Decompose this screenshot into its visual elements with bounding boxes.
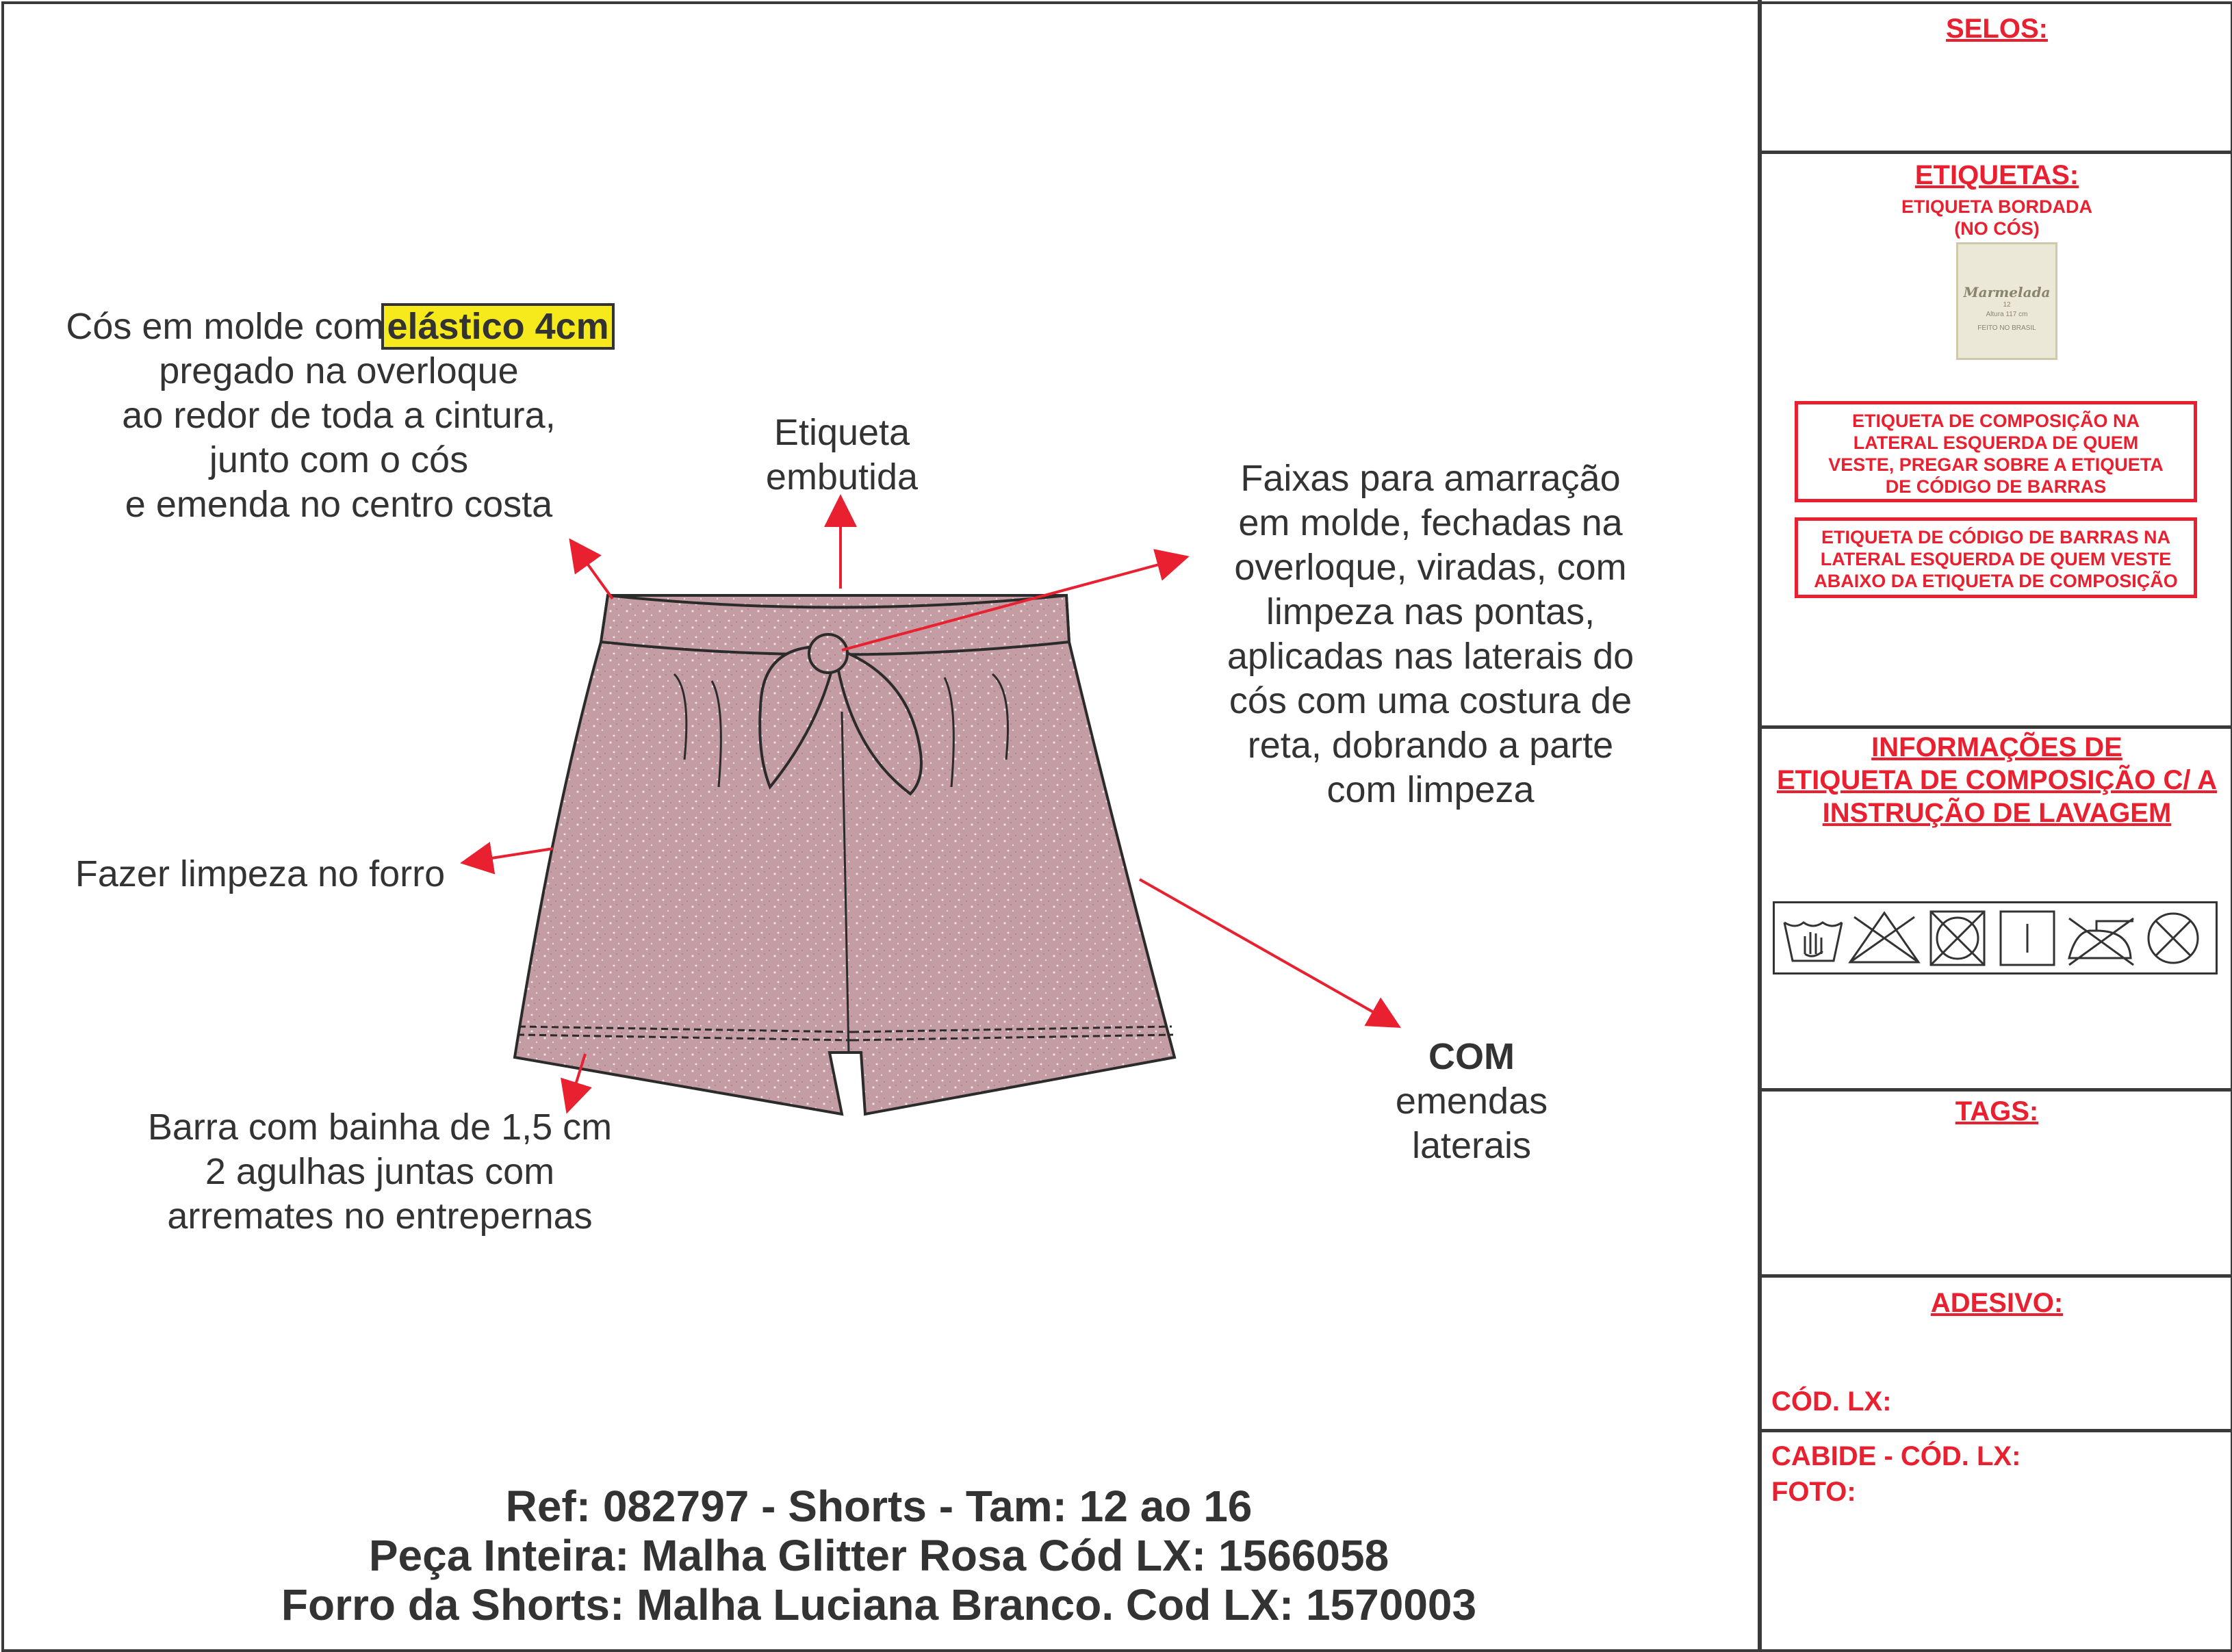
note-hem-line2: 2 agulhas juntas com <box>205 1151 555 1192</box>
panel-separator <box>1760 1088 2232 1092</box>
info-title <box>1762 731 2232 829</box>
barcode-label-box <box>1795 517 2197 598</box>
composition-label-box <box>1795 401 2197 502</box>
bottom-lining: Forro da Shorts: Malha Luciana Branco. Cod LX: 1570003 <box>281 1580 1477 1629</box>
note-ties-line: Faixas para amarração <box>1240 458 1621 499</box>
note-waistband-line1: Cós em molde com <box>66 306 385 347</box>
no-tumble-dry-icon <box>1931 912 1984 965</box>
note-seams <box>1335 1035 1608 1168</box>
info-title-line: ETIQUETA DE COMPOSIÇÃO C/ A <box>1777 765 2217 795</box>
brand-label-height: Altura 117 cm <box>1986 311 2028 318</box>
composition-line: ETIQUETA DE COMPOSIÇÃO NA <box>1851 411 2140 431</box>
info-title-line: INSTRUÇÃO DE LAVAGEM <box>1822 798 2172 828</box>
etiqueta-bordada: ETIQUETA BORDADA <box>1901 196 2092 217</box>
note-label-line1: Etiqueta <box>773 412 910 453</box>
foto-label: FOTO: <box>1771 1477 1856 1507</box>
brand-label-size: 12 <box>2003 301 2011 309</box>
cabide-label: CABIDE - CÓD. LX: <box>1771 1441 2021 1471</box>
note-waistband-line5: e emenda no centro costa <box>125 484 553 525</box>
note-ties-line: limpeza nas pontas, <box>1266 591 1595 632</box>
barcode-line: LATERAL ESQUERDA DE QUEM VESTE <box>1820 549 2172 569</box>
no-bleach-icon <box>1850 913 1919 962</box>
no-iron-icon <box>2069 918 2133 965</box>
barcode-line: ETIQUETA DE CÓDIGO DE BARRAS NA <box>1821 527 2171 547</box>
note-waistband-line2: pregado na overloque <box>159 350 519 391</box>
composition-line: VESTE, PREGAR SOBRE A ETIQUETA <box>1828 454 2164 475</box>
arrow-waistband <box>572 543 613 599</box>
note-ties-line: em molde, fechadas na <box>1238 502 1623 543</box>
adesivo-title: ADESIVO: <box>1930 1288 2064 1318</box>
elastic-highlight: elástico 4cm <box>384 306 611 347</box>
note-seams-line1: COM <box>1428 1036 1515 1077</box>
note-ties <box>1157 456 1704 812</box>
brand-label-made: FEITO NO BRASIL <box>1977 324 2036 332</box>
composition-line: LATERAL ESQUERDA DE QUEM <box>1853 433 2139 453</box>
bottom-ref: Ref: 082797 - Shorts - Tam: 12 ao 16 <box>505 1482 1253 1531</box>
line-dry-icon <box>2001 912 2054 965</box>
care-symbols <box>1775 903 2216 972</box>
note-hem <box>103 1105 657 1239</box>
note-label-line2: embutida <box>765 456 919 498</box>
no-dry-clean-icon <box>2148 914 2198 963</box>
note-ties-line: aplicadas nas laterais do <box>1227 636 1634 677</box>
cod-lx-label: CÓD. LX: <box>1771 1386 1892 1417</box>
note-hem-line1: Barra com bainha de 1,5 cm <box>147 1107 613 1148</box>
note-ties-line: reta, dobrando a parte <box>1247 725 1614 766</box>
panel-separator <box>1760 1429 2232 1432</box>
brand-label-image <box>1956 242 2057 360</box>
panel-separator <box>1760 1274 2232 1278</box>
arrow-seams <box>1140 879 1396 1025</box>
shorts-body <box>515 595 1175 1114</box>
hand-wash-icon <box>1784 922 1842 961</box>
etiquetas-title: ETIQUETAS: <box>1914 160 2079 190</box>
note-waistband-line4: junto com o cós <box>209 439 469 480</box>
tags-title: TAGS: <box>1955 1096 2039 1126</box>
note-ties-line: overloque, viradas, com <box>1234 547 1627 588</box>
note-ties-line: com limpeza <box>1326 769 1535 810</box>
note-lining: Fazer limpeza no forro <box>75 853 446 894</box>
brand-label-name: Marmelada <box>1963 284 2051 300</box>
composition-line: DE CÓDIGO DE BARRAS <box>1885 476 2107 497</box>
barcode-line: ABAIXO DA ETIQUETA DE COMPOSIÇÃO <box>1814 571 2178 591</box>
note-waistband <box>21 305 657 527</box>
note-waistband-line3: ao redor de toda a cintura, <box>122 395 556 436</box>
panel-separator <box>1760 151 2232 154</box>
note-hem-line3: arremates no entrepernas <box>167 1196 593 1237</box>
selos-title: SELOS: <box>1946 14 2048 44</box>
bottom-piece: Peça Inteira: Malha Glitter Rosa Cód LX: 1566058 <box>368 1531 1389 1580</box>
care-symbols-box <box>1773 901 2218 975</box>
note-ties-line: cós com uma costura de <box>1229 680 1632 721</box>
info-title-line: INFORMAÇÕES DE <box>1871 732 2122 762</box>
note-seams-line2: emendas <box>1395 1081 1548 1122</box>
note-seams-line3: laterais <box>1411 1125 1532 1166</box>
etiqueta-no-cos: (NO CÓS) <box>1954 218 2040 239</box>
panel-separator <box>1760 725 2232 729</box>
note-label-embedded <box>705 411 979 500</box>
